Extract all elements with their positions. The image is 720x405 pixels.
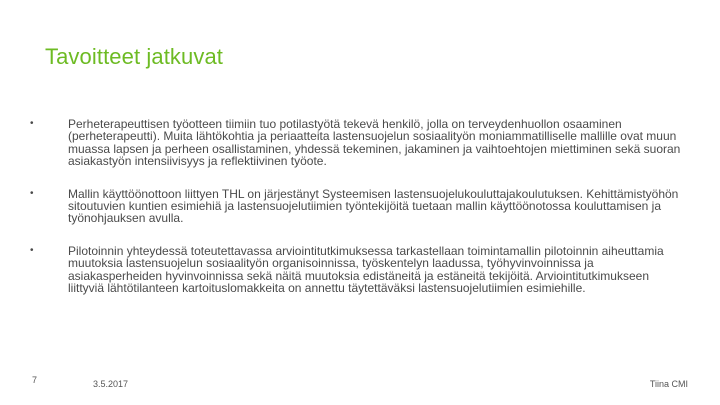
slide-title: Tavoitteet jatkuvat: [45, 44, 223, 69]
bullet-item: [28, 118, 688, 168]
bullet-marker: •: [30, 244, 34, 256]
bullet-text: Perheterapeuttisen työotteen tiimiin tuo potilastyötä tekevä henkilö, jolla on terveydenhuollon osaaminen (perheterapeutti). Muita lähtökohtia ja periaatteita lastensuojelun sosiaalityön moniammatilliselle mallille ovat muun muassa lapsen ja perheen osallistaminen, yhdessä tekeminen, jakaminen ja vaihtoehtojen miettiminen sekä suoran asiakastyön intensiivisyys ja reflektiivinen työote.: [68, 117, 681, 169]
bullet-list: [28, 118, 688, 314]
bullet-text: Mallin käyttöönottoon liittyen THL on järjestänyt Systeemisen lastensuojelukouluttajakoulutuksen. Kehittämistyöhön sitoutuvien kuntien esimiehiä ja lastensuojelutiimien työntekijöitä tuetaan mallin käyttöönotossa kouluttamisen ja työnohjauksen avulla.: [68, 186, 679, 226]
footer-date: 3.5.2017: [93, 379, 129, 389]
bullet-marker: •: [30, 187, 34, 199]
footer-author: Tiina CMI: [649, 379, 688, 389]
bullet-marker: •: [30, 118, 34, 129]
bullet-text: Pilotoinnin yhteydessä toteutettavassa arviointitutkimuksessa tarkastellaan toimintamallin pilotoinnin aiheuttamia muutoksia lastensuojelun sosiaalityön organisoinnissa, työskentelyn laadussa, työhyvinvoinnissa ja asiakasperheiden hyvinvoinnissa sekä näitä muutoksia edistäneitä ja estäneitä tekijöitä. Arviointitutkimukseen liittyviä lähtötilanteen kartoituslomakkeita on annettu täytettäväksi lastensuojelutiimien esimiehille.: [68, 243, 664, 296]
bullet-item: [28, 188, 688, 225]
page-number: 7: [32, 375, 38, 385]
bullet-item: [28, 245, 688, 295]
